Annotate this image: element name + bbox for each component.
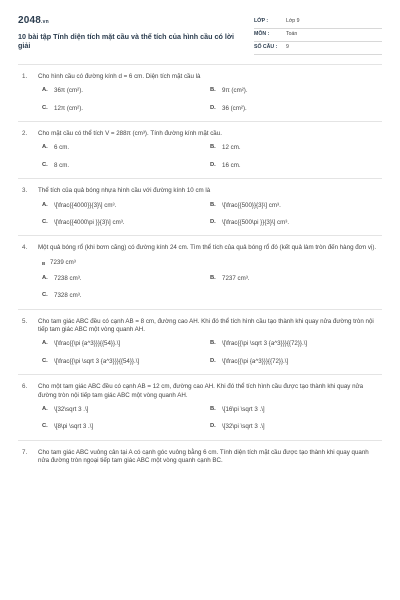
answer-option[interactable] — [210, 162, 378, 170]
answer-option[interactable] — [42, 406, 210, 414]
answer-text: 7239 cm³ — [50, 258, 76, 266]
meta-row-count — [254, 42, 382, 55]
answer-text: 6 cm. — [54, 144, 70, 152]
question-text: Cho mặt cầu có thể tích V = 288π (cm³). Tính đường kính mặt cầu. — [38, 130, 222, 138]
answer-text: 7328 cm³. — [54, 292, 82, 300]
question-4 — [18, 236, 382, 309]
answer-option[interactable] — [42, 292, 214, 300]
meta-row-class — [254, 16, 382, 29]
question-number: 6. — [22, 383, 28, 391]
answer-option[interactable] — [210, 87, 378, 95]
answer-text: \[\frac{{500\pi }}{3}\] cm³. — [222, 218, 290, 226]
question-2 — [18, 122, 382, 179]
answer-text: \[32\pi \sqrt 3 .\] — [222, 423, 265, 431]
question-1 — [18, 65, 382, 122]
answer-option[interactable] — [42, 202, 210, 210]
meta-label: SỐ CÂU : — [254, 44, 278, 51]
answer-letter: B. — [210, 87, 216, 94]
answer-text: \[16\pi \sqrt 3 .\] — [222, 405, 265, 413]
answer-option[interactable] — [210, 406, 378, 414]
answer-text: \[\frac{{\pi {a^3}}}{{72}}.\] — [222, 357, 289, 365]
answer-option[interactable] — [42, 275, 210, 283]
answer-list — [42, 275, 378, 301]
answer-list — [42, 406, 378, 432]
answer-option[interactable] — [210, 275, 378, 283]
answer-text: \[\frac{{500}}{3}\] cm³. — [222, 201, 281, 209]
logo-main: 2048 — [18, 15, 42, 26]
question-7 — [18, 441, 382, 471]
page-header — [18, 14, 382, 55]
meta-value: 9 — [286, 44, 289, 51]
answer-letter: C. — [42, 423, 48, 430]
answer-option[interactable] — [42, 87, 210, 95]
answer-text: 8 cm. — [54, 161, 70, 169]
meta-label: MÔN : — [254, 31, 270, 38]
question-6 — [18, 375, 382, 440]
answer-letter: A. — [42, 87, 48, 94]
question-text: Cho tam giác ABC đều có cạnh AB = 8 cm, đường cao AH. Khi đó thể tích hình cầu tạo thành khi quay nửa đường tròn nội tiếp tam giác ABC một vòng quanh AH. — [38, 317, 374, 334]
question-text: Cho hình cầu có đường kính d = 6 cm. Diện tích mặt cầu là — [38, 73, 201, 81]
answer-letter: A. — [42, 144, 48, 151]
answer-option[interactable] — [210, 202, 378, 210]
meta-row-subject — [254, 29, 382, 42]
answer-option[interactable] — [42, 144, 210, 152]
answer-letter: C. — [42, 292, 48, 299]
answer-option[interactable] — [42, 358, 210, 366]
answer-text: 36 (cm²). — [222, 104, 247, 112]
question-number: 3. — [22, 187, 28, 195]
answer-letter: B. — [210, 275, 216, 281]
answer-text: 12π (cm²). — [54, 104, 84, 112]
answer-text: 16 cm. — [222, 161, 241, 169]
answer-letter: C. — [42, 218, 48, 225]
answer-option[interactable] — [42, 259, 378, 267]
answer-letter: B. — [210, 340, 216, 347]
answer-list — [42, 144, 378, 170]
answer-text: \[\frac{{4000}}{3}\] cm³. — [54, 201, 117, 209]
answer-letter: D. — [210, 423, 216, 430]
question-number: 4. — [22, 244, 28, 252]
question-number: 7. — [22, 448, 28, 456]
answer-option[interactable] — [210, 105, 378, 113]
answer-option[interactable] — [210, 340, 378, 348]
answer-text: 36π (cm²). — [54, 87, 84, 95]
answer-letter: B. — [210, 144, 216, 151]
question-number: 1. — [22, 73, 28, 81]
question-text: Thể tích của quả bóng nhựa hình cầu với đường kính 10 cm là — [38, 187, 211, 195]
question-number: 5. — [22, 317, 28, 325]
question-5 — [18, 310, 382, 375]
answer-letter: B — [42, 260, 46, 266]
answer-text: 12 cm. — [222, 144, 241, 152]
answer-text: 7238 cm³. — [54, 275, 82, 282]
answer-option[interactable] — [210, 144, 378, 152]
answer-letter: A. — [42, 201, 48, 208]
answer-text: \[32\sqrt 3 .\] — [54, 405, 89, 413]
answer-option[interactable] — [42, 340, 210, 348]
meta-value: Toán — [286, 31, 298, 38]
answer-list — [42, 202, 378, 228]
answer-list — [42, 340, 378, 366]
header-left — [18, 14, 243, 50]
answer-text: 9π (cm²). — [222, 87, 248, 95]
answer-letter: D. — [210, 357, 216, 364]
meta-table — [254, 16, 382, 55]
answer-letter: C. — [42, 104, 48, 111]
question-text: Cho một tam giác ABC đều có cạnh AB = 12 cm, đường cao AH. Khi đó thể tích hình cầu được tạo thành khi quay nửa đường tròn nội tiếp tam giác ABC một vòng quanh AH. — [38, 383, 364, 399]
page-title: 10 bài tập Tính diện tích mặt cầu và thể tích của hình cầu có lời giải — [18, 31, 234, 50]
answer-letter: A. — [42, 275, 48, 281]
answer-text: \[\frac{{\pi \sqrt 3 {a^3}}}{{72}}.\] — [222, 340, 308, 348]
answer-list — [42, 87, 378, 113]
answer-letter: D. — [210, 104, 216, 111]
answer-letter: C. — [42, 161, 48, 168]
answer-option[interactable] — [210, 423, 378, 431]
answer-text: \[\frac{{4000\pi }}{3}\] cm³. — [54, 218, 125, 226]
answer-text: 7237 cm³. — [222, 275, 250, 282]
answer-option[interactable] — [42, 105, 210, 113]
question-text: Một quả bóng rổ (khi bơm căng) có đường kính 24 cm. Tìm thể tích của quả bóng rổ đó (kết quả làm tròn đến hàng đơn vị). — [38, 244, 377, 252]
question-text: Cho tam giác ABC vuông cân tại A có cạnh góc vuông bằng 6 cm. Tính diện tích mặt cầu được tạo thành khi quay quanh nửa đường tròn ngoại tiếp tam giác ABC một vòng quanh cạnh BC. — [38, 448, 369, 464]
answer-letter: B. — [210, 201, 216, 208]
question-3 — [18, 179, 382, 236]
site-logo[interactable] — [18, 14, 243, 28]
answer-letter: B. — [210, 405, 216, 412]
answer-option[interactable] — [210, 219, 378, 227]
answer-text: \[\frac{{\pi {a^3}}}{{54}}.\] — [54, 340, 121, 348]
answer-option[interactable] — [210, 358, 378, 366]
answer-letter: A. — [42, 405, 48, 412]
answer-letter: D. — [210, 161, 216, 168]
answer-text: \[\frac{{\pi \sqrt 3 {a^3}}}{{54}}.\] — [54, 357, 140, 365]
answer-letter: C. — [42, 357, 48, 364]
answer-option[interactable] — [42, 219, 210, 227]
answer-letter: D. — [210, 218, 216, 225]
answer-option[interactable] — [42, 423, 210, 431]
logo-suffix: .vn — [41, 19, 49, 25]
answer-option[interactable] — [42, 162, 210, 170]
meta-value: Lớp 9 — [286, 18, 300, 24]
answer-letter: A. — [42, 340, 48, 347]
question-number: 2. — [22, 130, 28, 138]
answer-text: \[8\pi \sqrt 3 .\] — [54, 423, 94, 431]
meta-label: LỚP : — [254, 18, 269, 24]
